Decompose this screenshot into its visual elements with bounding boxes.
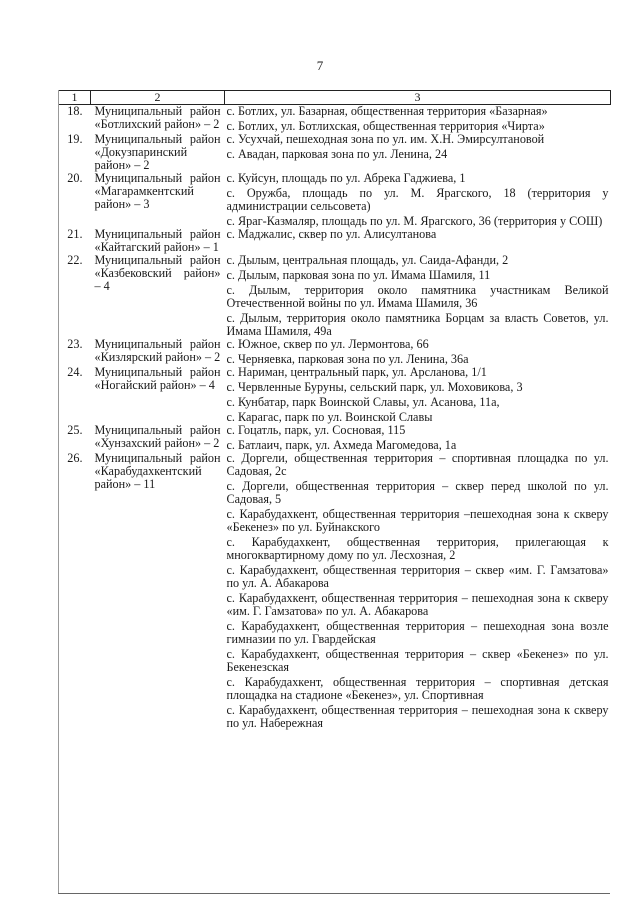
row-number: 18.: [67, 104, 83, 118]
territory-entry: с. Куйсун, площадь по ул. Абрека Гаджиева, 1: [226, 171, 466, 185]
table-row: [59, 452, 611, 730]
territory-entry: с. Ботлих, ул. Базарная, общественная территория «Базарная»: [226, 104, 548, 118]
table-header: [59, 91, 611, 105]
territories-cell: [225, 172, 611, 228]
territory-entry: с. Карабудахкент, общественная территория – сквер «Бекенез» по ул. Бекенезская: [226, 647, 609, 674]
territory-entry: с. Дылым, территория около памятника участникам Великой Отечественной войны по ул. Имама Шамиля, 36: [226, 283, 609, 310]
district-name: Муниципальный район «Кайтагский район» – 1: [94, 227, 221, 254]
row-number: 26.: [67, 451, 83, 465]
territory-entry: с. Нариман, центральный парк, ул. Арсланова, 1/1: [226, 365, 487, 379]
territories-cell: [225, 105, 611, 134]
territory-entry: с. Карабудахкент, общественная территория –пешеходная зона к скверу «Бекенез» по ул. Буйнакского: [226, 507, 609, 534]
territory-entry: с. Карабудахкент, общественная территория – сквер «им. Г. Гамзатова» по ул. А. Абакарова: [226, 563, 609, 590]
territory-entry: с. Южное, сквер по ул. Лермонтова, 66: [226, 337, 429, 351]
territory-entry: с. Черняевка, парковая зона по ул. Ленина, 36а: [226, 352, 469, 366]
territory-entry: с. Карабудахкент, общественная территория, прилегающая к многоквартирному дому по ул. Лесхозная, 2: [226, 535, 609, 562]
district-name: Муниципальный район «Кизлярский район» – 2: [94, 337, 221, 364]
territories-cell: [225, 452, 611, 730]
territory-entry: с. Червленные Буруны, сельский парк, ул. Моховикова, 3: [226, 380, 523, 394]
row-number: 22.: [67, 253, 83, 267]
territory-entry: с. Яраг-Казмаляр, площадь по ул. М. Ярагского, 36 (территория у СОШ): [226, 214, 603, 228]
territory-entry: с. Усухчай, пешеходная зона по ул. им. Х.Н. Эмирсултановой: [226, 132, 545, 146]
table-row: [59, 172, 611, 228]
table-row: [59, 338, 611, 366]
row-number: 23.: [67, 337, 83, 351]
district-name: Муниципальный район «Ногайский район» – 4: [94, 365, 221, 392]
territories-table: [58, 90, 611, 730]
row-number: 25.: [67, 423, 83, 437]
table-left-border: [58, 90, 59, 893]
territory-entry: с. Оружба, площадь по ул. М. Ярагского, 18 (территория у администрации сельсовета): [226, 186, 609, 213]
header-col-2: 2: [91, 91, 225, 105]
territory-entry: с. Карабудахкент, общественная территория – спортивная детская площадка на стадионе «Бекенез», ул. Спортивная: [226, 675, 609, 702]
header-col-3: 3: [225, 91, 611, 105]
row-number: 24.: [67, 365, 83, 379]
row-number: 19.: [67, 132, 83, 146]
row-number: 20.: [67, 171, 83, 185]
table-row: [59, 254, 611, 338]
table-row: [59, 228, 611, 254]
table-body: [59, 105, 611, 731]
territory-entry: с. Карабудахкент, общественная территория – пешеходная зона к скверу «им. Г. Гамзатова» по ул. А. Абакарова: [226, 591, 609, 618]
table-row: [59, 366, 611, 424]
territories-cell: [225, 338, 611, 366]
territory-entry: с. Доргели, общественная территория – сквер перед школой по ул. Садовая, 5: [226, 479, 609, 506]
territories-cell: [225, 424, 611, 452]
district-name: Муниципальный район «Магарамкентский район» – 3: [94, 171, 221, 211]
territory-entry: с. Карабудахкент, общественная территория – пешеходная зона к скверу по ул. Набережная: [226, 703, 609, 730]
table-row: [59, 133, 611, 172]
page-bottom-rule: [58, 893, 610, 894]
territory-entry: с. Дылым, центральная площадь, ул. Саида-Афанди, 2: [226, 253, 509, 267]
district-name: Муниципальный район «Карабудахкентский район» – 11: [94, 451, 221, 491]
territory-entry: с. Кунбатар, парк Воинской Славы, ул. Асанова, 11а,: [226, 395, 500, 409]
territories-cell: [225, 254, 611, 338]
territory-entry: с. Батлаич, парк, ул. Ахмеда Магомедова, 1а: [226, 438, 457, 452]
header-col-1: 1: [59, 91, 91, 105]
territory-entry: с. Гоцатль, парк, ул. Сосновая, 115: [226, 423, 406, 437]
territory-entry: с. Авадан, парковая зона по ул. Ленина, 24: [226, 147, 448, 161]
territory-entry: с. Карабудахкент, общественная территория – пешеходная зона возле гимназии по ул. Гвардейская: [226, 619, 609, 646]
territories-cell: [225, 228, 611, 254]
district-name: Муниципальный район «Ботлихский район» – 2: [94, 104, 221, 131]
table-row: [59, 105, 611, 134]
district-name: Муниципальный район «Казбековский район» – 4: [94, 253, 221, 293]
territory-entry: с. Карагас, парк по ул. Воинской Славы: [226, 410, 433, 424]
territory-entry: с. Доргели, общественная территория – спортивная площадка по ул. Садовая, 2с: [226, 451, 609, 478]
table-row: [59, 424, 611, 452]
district-name: Муниципальный район «Докузпаринский район» – 2: [94, 132, 221, 172]
territory-entry: с. Дылым, территория около памятника Борцам за власть Советов, ул. Имама Шамиля, 49а: [226, 311, 609, 338]
row-number: 21.: [67, 227, 83, 241]
territory-entry: с. Дылым, парковая зона по ул. Имама Шамиля, 11: [226, 268, 491, 282]
territory-entry: с. Маджалис, сквер по ул. Алисултанова: [226, 227, 437, 241]
territory-entry: с. Ботлих, ул. Ботлихская, общественная территория «Чирта»: [226, 119, 545, 133]
territories-cell: [225, 366, 611, 424]
district-name: Муниципальный район «Хунзахский район» – 2: [94, 423, 221, 450]
territories-cell: [225, 133, 611, 172]
page-number: 7: [316, 58, 324, 73]
